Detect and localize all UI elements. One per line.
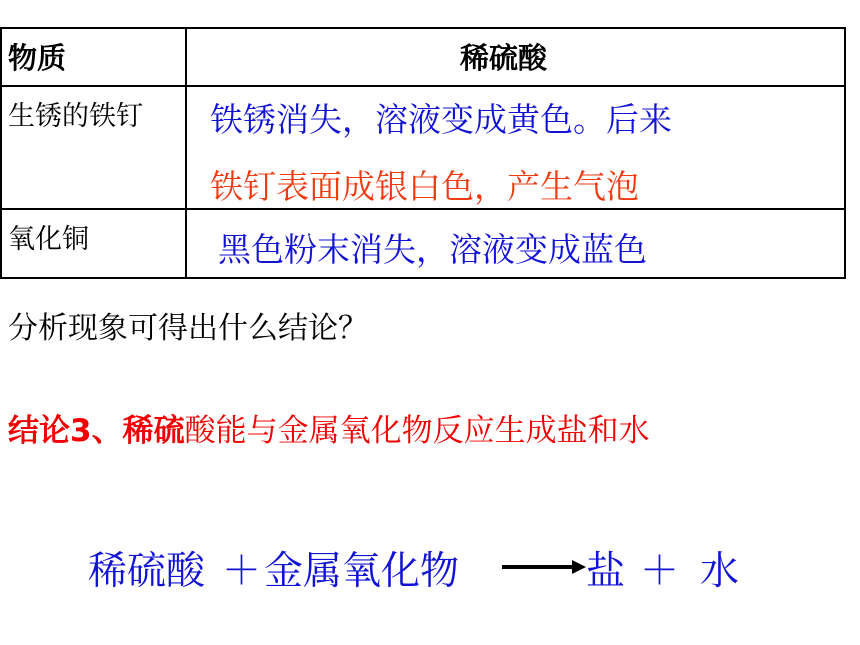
- conclusion-bold-term: 稀硫: [122, 413, 185, 449]
- row-rusty-nail-observation-2: 铁钉表面成银白色，产生气泡: [210, 167, 639, 206]
- analysis-question: 分析现象可得出什么结论？: [8, 311, 368, 346]
- equation-plus-1: ＋: [222, 549, 262, 594]
- reaction-arrow-icon: [500, 552, 588, 582]
- equation-plus-2: ＋: [640, 549, 680, 594]
- conclusion-statement: [8, 405, 650, 450]
- row-copper-oxide-observation: 黑色粉末消失，溶液变成蓝色: [218, 230, 647, 269]
- equation-product-1: 盐: [586, 549, 626, 594]
- row-copper-oxide-label: 氧化铜: [8, 224, 89, 255]
- equation-product-2: 水: [700, 549, 740, 594]
- row-rusty-nail-label: 生锈的铁钉: [8, 101, 143, 132]
- row-rusty-nail-observation-1: 铁锈消失，溶液变成黄色。后来: [210, 100, 672, 139]
- header-substance: 物质: [8, 41, 67, 75]
- equation-reactant-1: 稀硫酸: [88, 549, 206, 594]
- equation-reactant-2: 金属氧化物: [264, 549, 460, 594]
- conclusion-rest: 酸能与金属氧化物反应生成盐和水: [184, 413, 650, 449]
- header-reagent: 稀硫酸: [460, 41, 548, 75]
- conclusion-prefix: 结论3、: [8, 413, 123, 449]
